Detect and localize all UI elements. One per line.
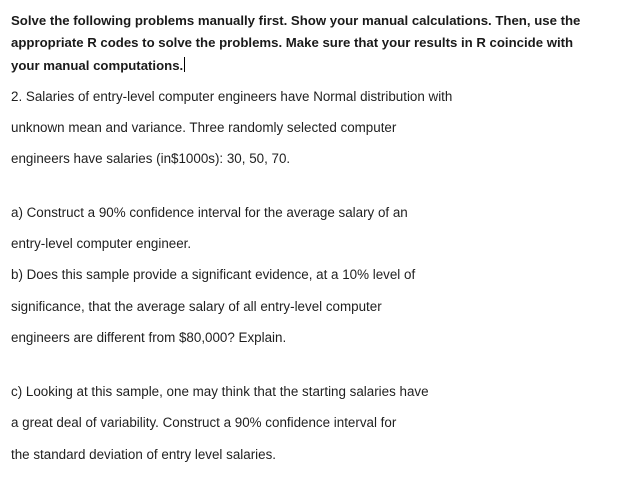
- problem-line-3: engineers have salaries (in$1000s): 30, 50, 70.: [11, 151, 291, 166]
- part-b-line-1: b) Does this sample provide a significant evidence, at a 10% level of: [11, 267, 416, 282]
- part-a-line-2: entry-level computer engineer.: [11, 236, 192, 251]
- instructions-line-2: appropriate R codes to solve the problems. Make sure that your results in R coincide with: [11, 35, 574, 50]
- part-b-line-2: significance, that the average salary of all entry-level computer: [11, 299, 382, 314]
- part-c-line-2: a great deal of variability. Construct a 90% confidence interval for: [11, 415, 397, 430]
- part-c-line-3: the standard deviation of entry level salaries.: [11, 447, 276, 462]
- part-c-line-1: c) Looking at this sample, one may think that the starting salaries have: [11, 384, 429, 399]
- problem-line-2: unknown mean and variance. Three randomly selected computer: [11, 120, 397, 135]
- part-b-line-3: engineers are different from $80,000? Explain.: [11, 330, 287, 345]
- part-a-line-1: a) Construct a 90% confidence interval for the average salary of an: [11, 205, 408, 220]
- text-cursor: [184, 57, 185, 72]
- instructions-line-1: Solve the following problems manually first. Show your manual calculations. Then, use the: [11, 13, 581, 28]
- problem-line-1: 2. Salaries of entry-level computer engineers have Normal distribution with: [11, 89, 453, 104]
- instructions-line-3: your manual computations.: [11, 58, 184, 73]
- instructions-line-3-wrapper: [11, 57, 185, 74]
